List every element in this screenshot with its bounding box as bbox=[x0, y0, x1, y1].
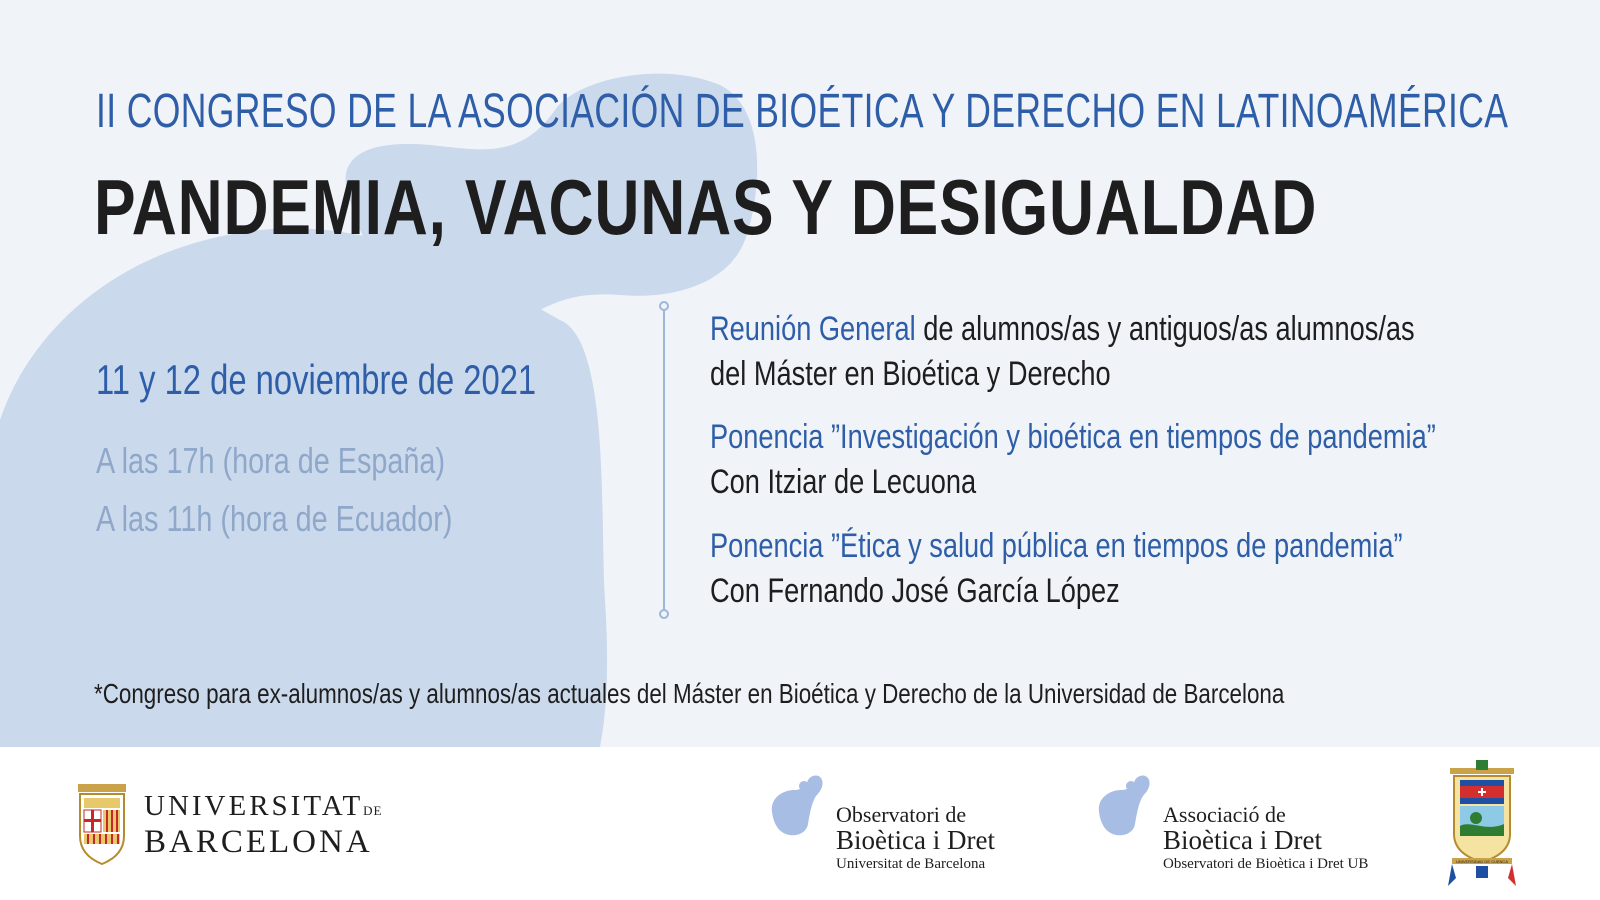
agenda-item-3-speaker: Con Fernando José García López bbox=[710, 572, 1120, 610]
ub-shield-icon bbox=[76, 784, 128, 866]
event-date: 11 y 12 de noviembre de 2021 bbox=[96, 356, 537, 403]
congress-subtitle: II CONGRESO DE LA ASOCIACIÓN DE BIOÉTICA Y DERECHO EN LATINOAMÉRICA bbox=[96, 85, 1509, 138]
agenda-item-1-title bbox=[710, 310, 1415, 349]
timeline-dot-top bbox=[659, 301, 669, 311]
associacio-line2: Bioètica i Dret bbox=[1163, 825, 1322, 855]
agenda-item-1-detail: del Máster en Bioética y Derecho bbox=[710, 355, 1111, 393]
ub-name-line2: BARCELONA bbox=[144, 824, 373, 860]
agenda-item-3-title: Ponencia ”Ética y salud pública en tiempos de pandemia” bbox=[710, 527, 1403, 565]
time-ecuador: A las 11h (hora de Ecuador) bbox=[96, 498, 453, 539]
time-spain: A las 17h (hora de España) bbox=[96, 440, 446, 481]
universidad-cuenca-crest-icon bbox=[1446, 760, 1518, 886]
observatori-bioetica-logo bbox=[770, 772, 1030, 872]
observatori-line3: Universitat de Barcelona bbox=[836, 856, 986, 872]
cuenca-name: UNIVERSIDAD DE CUENCA bbox=[1455, 859, 1509, 864]
footnote: *Congreso para ex-alumnos/as y alumnos/as actuales del Máster en Bioética y Derecho de la Universidad de Barcelona bbox=[94, 678, 1285, 709]
agenda-item-2-speaker: Con Itziar de Lecuona bbox=[710, 463, 977, 501]
agenda-item-1-rest: de alumnos/as y antiguos/as alumnos/as bbox=[915, 310, 1415, 348]
associacio-line1: Associació de bbox=[1163, 802, 1286, 827]
ub-name-line1: UNIVERSITATDE bbox=[144, 790, 383, 822]
associacio-bioetica-logo bbox=[1097, 772, 1369, 872]
observatori-line1: Observatori de bbox=[836, 802, 967, 827]
agenda-item-2-title: Ponencia ”Investigación y bioética en tiempos de pandemia” bbox=[710, 418, 1436, 456]
page-title: PANDEMIA, VACUNAS Y DESIGUALDAD bbox=[94, 163, 1318, 251]
universitat-barcelona-logo bbox=[76, 784, 396, 874]
associacio-line3: Observatori de Bioètica i Dret UB bbox=[1163, 856, 1369, 872]
timeline-divider bbox=[663, 307, 665, 615]
observatori-line2: Bioètica i Dret bbox=[836, 825, 995, 855]
timeline-dot-bottom bbox=[659, 609, 669, 619]
agenda-item-1-highlight: Reunión General bbox=[710, 310, 916, 348]
person-silhouette-shape bbox=[0, 228, 607, 747]
